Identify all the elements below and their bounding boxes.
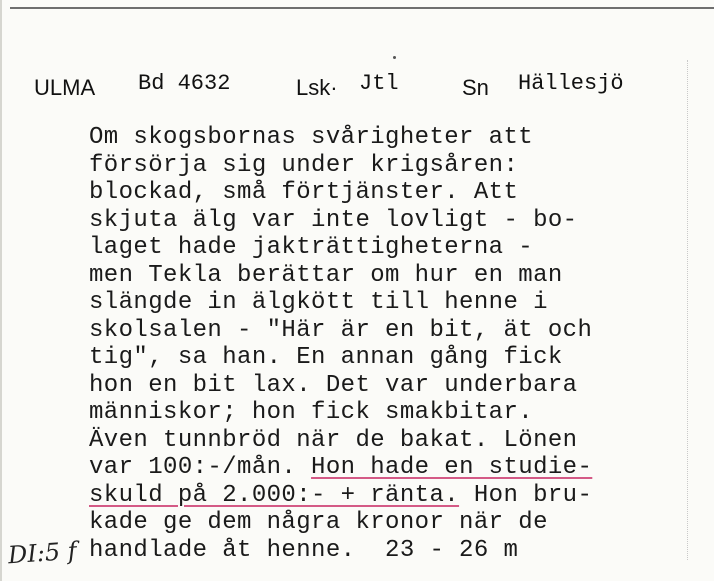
text-line: tig", sa han. En annan gång fick <box>89 344 563 371</box>
parish-value: Hällesjö <box>518 71 624 96</box>
text-line: människor; hon fick smakbitar. <box>89 399 534 426</box>
text-line: försörja sig under krigsåren: <box>89 151 519 179</box>
ink-dot <box>393 56 396 59</box>
shelf-mark: Bd 4632 <box>138 71 231 96</box>
card-header <box>34 69 704 103</box>
parish-label: Sn <box>462 75 489 100</box>
text-line <box>89 482 689 510</box>
underlined-text: skuld på 2.000:- + ränta. <box>89 481 460 509</box>
card-left-edge <box>0 0 2 581</box>
text-line: handlade åt henne. 23 - 26 m <box>89 536 519 564</box>
card-body-text <box>89 124 689 564</box>
archive-name: ULMA <box>34 75 96 100</box>
text-line: hon en bit lax. Det var underbara <box>89 371 578 399</box>
text-line <box>89 454 689 482</box>
text-segment: var 100:-/mån. <box>89 454 312 481</box>
region-label: Lsk· <box>296 75 338 100</box>
region-value: Jtl <box>359 71 399 96</box>
text-line: blockad, små förtjänster. Att <box>89 179 519 206</box>
handwritten-margin-note: DI:5 f <box>7 536 78 570</box>
text-line: men Tekla berättar om hur en man <box>89 261 563 289</box>
text-line: kade ge dem några kronor när de <box>89 509 548 536</box>
text-line: Om skogsbornas svårigheter att <box>89 124 534 151</box>
text-line: slängde in älgkött till henne i <box>89 289 548 316</box>
text-line: skjuta älg var inte lovligt - bo- <box>89 206 578 234</box>
text-line: skolsalen - "Här är en bit, ät och <box>89 316 593 344</box>
underlined-text: Hon hade en studie- <box>311 454 593 481</box>
card-top-rule <box>10 7 714 9</box>
text-segment: Hon bru- <box>459 481 593 509</box>
text-line: laget hade jakträttigheterna - <box>89 234 534 261</box>
text-line: Även tunnbröd när de bakat. Lönen <box>89 426 578 454</box>
